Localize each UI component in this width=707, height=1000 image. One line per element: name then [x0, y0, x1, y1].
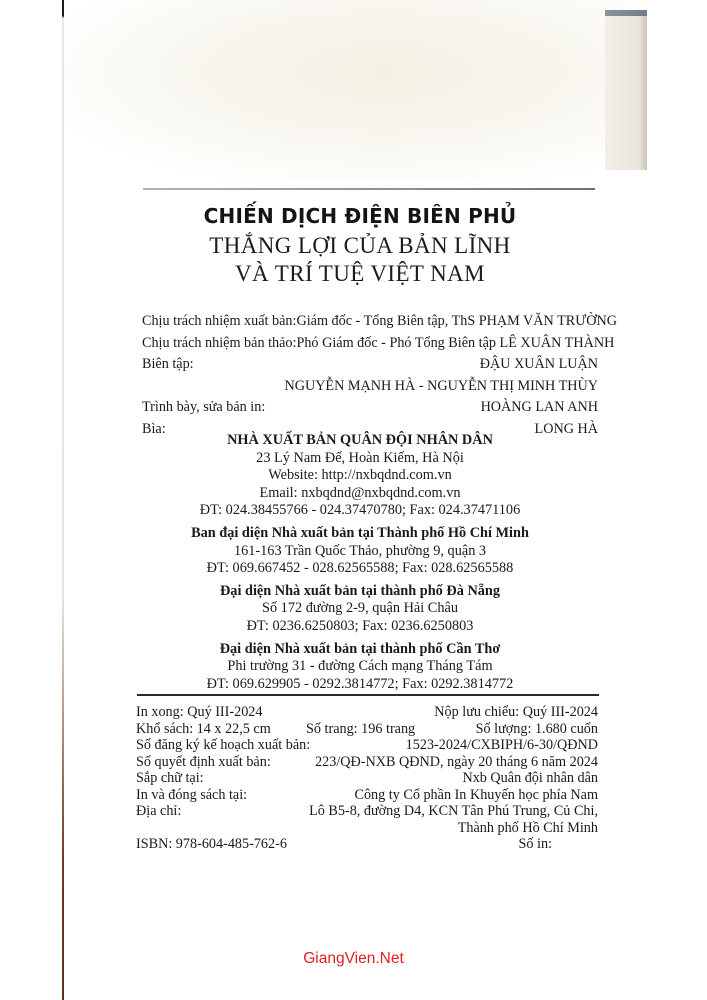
colophon-row — [136, 754, 598, 771]
print-number: Số in: — [518, 836, 552, 852]
colophon-divider — [137, 694, 599, 696]
page-count: Số trang: 196 trang — [306, 720, 416, 737]
printer-address-line-2: Thành phố Hồ Chí Minh — [457, 819, 598, 836]
colophon-row — [136, 770, 598, 787]
printer-address-label: Địa chỉ: — [136, 803, 182, 819]
credit-row — [142, 356, 598, 378]
paper-shadow — [64, 0, 646, 180]
colophon-row — [136, 803, 598, 820]
credit-label: Bìa: — [142, 420, 166, 437]
credit-label: Chịu trách nhiệm xuất bản: — [142, 313, 297, 329]
branch-phone: ĐT: 0236.6250803; Fax: 0236.6250803 — [246, 617, 474, 634]
branch-address: Phi trường 31 - đường Cách mạng Tháng Tám — [227, 658, 493, 675]
publisher-name: NHÀ XUẤT BẢN QUÂN ĐỘI NHÂN DÂN — [227, 432, 493, 448]
publisher-email: Email: nxbqdnd@nxbqdnd.com.vn — [259, 484, 461, 501]
credit-value: Giám đốc - Tổng Biên tập, ThS PHẠM VĂN TRƯỜNG — [296, 313, 617, 329]
credit-row — [142, 334, 615, 357]
credit-value: NGUYỄN MẠNH HÀ - NGUYỄN THỊ MINH THÙY — [284, 377, 598, 394]
printer-label: In và đóng sách tại: — [136, 786, 248, 803]
credit-label: Biên tập: — [142, 356, 194, 372]
title-block — [140, 200, 580, 288]
publisher-phone: ĐT: 024.38455766 - 024.37470780; Fax: 024.37471106 — [199, 502, 521, 519]
colophon-row — [136, 737, 598, 754]
colophon — [136, 704, 598, 853]
branch-title: Ban đại diện Nhà xuất bản tại Thành phố Hồ Chí Minh — [191, 524, 529, 541]
branch-title: Đại diện Nhà xuất bản tại thành phố Cần Thơ — [219, 640, 501, 657]
watermark-text: GiangVien.Net — [303, 950, 404, 967]
registration-label: Số đăng ký kế hoạch xuất bản: — [136, 737, 311, 753]
colophon-row — [136, 836, 598, 853]
colophon-row — [136, 721, 598, 738]
branch-address: 161-163 Trần Quốc Thảo, phường 9, quận 3 — [233, 542, 487, 559]
colophon-row — [136, 820, 598, 837]
isbn: ISBN: 978-604-485-762-6 — [136, 836, 287, 852]
page-corner-flap — [605, 10, 647, 170]
publisher-info — [140, 432, 580, 693]
book-subtitle-line-2: VÀ TRÍ TUỆ VIỆT NAM — [235, 261, 485, 286]
credit-value: Phó Giám đốc - Phó Tổng Biên tập LÊ XUÂN THÀNH — [296, 334, 615, 351]
publisher-address: 23 Lý Nam Đế, Hoàn Kiếm, Hà Nội — [256, 449, 464, 466]
credit-row — [142, 378, 598, 400]
book-title: CHIẾN DỊCH ĐIỆN BIÊN PHỦ — [203, 204, 517, 228]
printed-date: In xong: Quý III-2024 — [136, 704, 263, 720]
branch-phone: ĐT: 069.629905 - 0292.3814772; Fax: 0292.3814772 — [206, 675, 514, 692]
credit-value: HOÀNG LAN ANH — [480, 399, 598, 415]
credit-row — [142, 399, 598, 421]
credit-label: Chịu trách nhiệm bản thảo: — [142, 334, 297, 351]
registration-value: 1523-2024/CXBIPH/6-30/QĐND — [405, 737, 598, 753]
branch-title: Đại diện Nhà xuất bản tại thành phố Đà Nẵng — [219, 582, 501, 599]
credits-list — [142, 313, 617, 442]
credit-value: ĐẬU XUÂN LUẬN — [479, 356, 598, 372]
typeset-label: Sắp chữ tại: — [136, 770, 204, 786]
branch-address: Số 172 đường 2-9, quận Hải Châu — [262, 600, 458, 617]
branch-phone: ĐT: 069.667452 - 028.62565588; Fax: 028.62565588 — [206, 560, 514, 577]
deposit-date: Nộp lưu chiểu: Quý III-2024 — [434, 704, 598, 720]
colophon-row — [136, 787, 598, 804]
publisher-website: Website: http://nxbqdnd.com.vn — [268, 467, 452, 484]
decision-label: Số quyết định xuất bản: — [136, 753, 271, 770]
printer-value: Công ty Cổ phần In Khuyến học phía Nam — [354, 786, 598, 803]
decision-value: 223/QĐ-NXB QĐND, ngày 20 tháng 6 năm 2024 — [315, 753, 598, 770]
typeset-value: Nxb Quân đội nhân dân — [462, 770, 598, 786]
print-quantity: Số lượng: 1.680 cuốn — [475, 720, 598, 737]
credit-value: LONG HÀ — [534, 420, 598, 437]
credit-label: Trình bày, sửa bản in: — [142, 399, 266, 415]
printer-address-line-1: Lô B5-8, đường D4, KCN Tân Phú Trung, Củ Chi, — [309, 803, 598, 819]
credit-row — [142, 313, 617, 335]
colophon-row — [136, 704, 598, 721]
book-subtitle-line-1: THẮNG LỢI CỦA BẢN LĨNH — [209, 233, 511, 258]
book-size: Khổ sách: 14 x 22,5 cm — [136, 720, 271, 737]
top-divider — [143, 188, 595, 190]
